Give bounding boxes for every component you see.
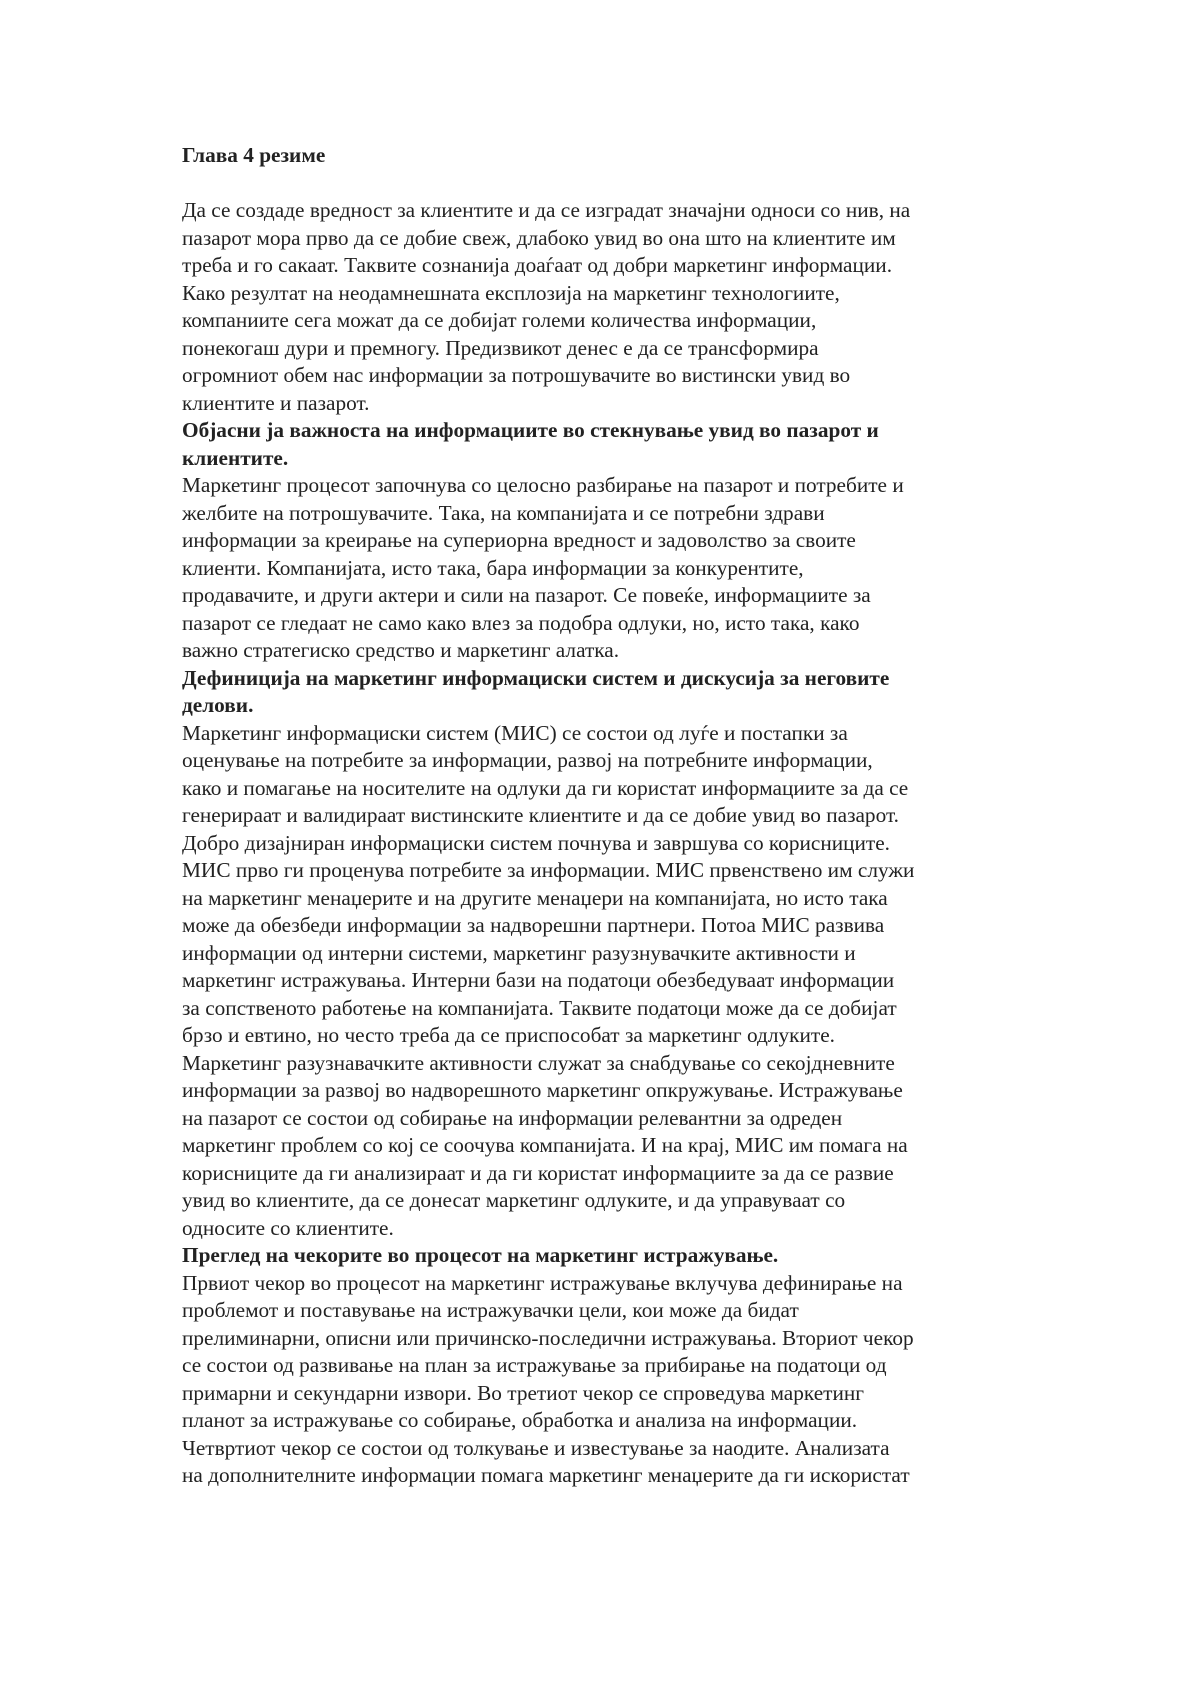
text-line: клиенти. Компанијата, исто така, бара информации за конкурентите, bbox=[182, 555, 804, 580]
heading-information-importance bbox=[182, 417, 1030, 472]
text-line: информации од интерни системи, маркетинг разузнувачките активности и bbox=[182, 940, 856, 965]
text-line: Маркетинг информациски систем (МИС) се состои од луѓе и постапки за bbox=[182, 720, 848, 745]
heading-line: Објасни ја важноста на информациите во стекнување увид во пазарот и bbox=[182, 418, 879, 442]
text-line: корисниците да ги анализираат и да ги користат информациите за да се развие bbox=[182, 1160, 894, 1185]
text-line: примарни и секундарни извори. Во третиот чекор се спроведува маркетинг bbox=[182, 1380, 864, 1405]
text-line: проблемот и поставување на истражувачки цели, кои може да бидат bbox=[182, 1298, 799, 1322]
heading-line: Преглед на чекорите во процесот на маркетинг истражување. bbox=[182, 1243, 779, 1267]
text-line: МИС прво ги проценува потребите за информации. МИС првенствено им служи bbox=[182, 858, 915, 882]
text-line: клиентите и пазарот. bbox=[182, 390, 370, 415]
intro-paragraph bbox=[182, 197, 1030, 417]
text-line: може да обезбеди информации за надворешни партнери. Потоа МИС развива bbox=[182, 913, 885, 937]
text-line: пазарот се гледаат не само како влез за подобра одлуки, но, исто така, како bbox=[182, 610, 860, 635]
text-line: на дополнителните информации помага маркетинг менаџерите да ги искористат bbox=[182, 1463, 910, 1487]
text-line: важно стратегиско средство и маркетинг алатка. bbox=[182, 638, 620, 662]
text-line: се состои од развивање на план за истражување за прибирање на податоци од bbox=[182, 1353, 887, 1377]
text-line: како и помагање на носителите на одлуки да ги користат информациите за да се bbox=[182, 775, 909, 800]
text-line: понекогаш дури и премногу. Предизвикот денес е да се трансформира bbox=[182, 335, 819, 360]
text-line: увид во клиентите, да се донесат маркетинг одлуките, и да управуваат со bbox=[182, 1188, 846, 1212]
text-line: на пазарот се состои од собирање на информации релевантни за одреден bbox=[182, 1105, 843, 1130]
text-line: огромниот обем нас информации за потрошувачите во вистински увид во bbox=[182, 363, 851, 387]
text-line: компаниите сега можат да се добијат големи количества информации, bbox=[182, 308, 817, 332]
text-line: Четвртиот чекор се состои од толкување и известување за наодите. Анализата bbox=[182, 1435, 890, 1460]
text-line: односите со клиентите. bbox=[182, 1215, 394, 1240]
text-line: генерираат и валидираат вистинските клиентите и да се добие увид во пазарот. bbox=[182, 803, 899, 827]
paragraph-research-steps bbox=[182, 1270, 1030, 1490]
text-line: треба и го сакаат. Таквите сознанија доаѓаат од добри маркетинг информации. bbox=[182, 253, 893, 277]
heading-research-steps bbox=[182, 1242, 1030, 1270]
document-title: Глава 4 резиме bbox=[182, 143, 326, 167]
text-line: информации за развој во надворешното маркетинг опкружување. Истражување bbox=[182, 1078, 903, 1102]
text-line: за сопственото работење на компанијата. Таквите податоци може да се добијат bbox=[182, 995, 897, 1020]
heading-line: клиентите. bbox=[182, 445, 289, 470]
text-line: Маркетинг процесот започнува со целосно разбирање на пазарот и потребите и bbox=[182, 473, 904, 497]
text-line: продавачите, и други актери и сили на пазарот. Се повеќе, информациите за bbox=[182, 583, 871, 607]
paragraph-information-importance bbox=[182, 472, 1030, 665]
text-line: Добро дизајниран информациски систем почнува и завршува со корисниците. bbox=[182, 830, 890, 855]
heading-mis-definition bbox=[182, 665, 1030, 720]
text-line: брзо и евтино, но често треба да се приспособат за маркетинг одлуките. bbox=[182, 1023, 835, 1047]
heading-line: делови. bbox=[182, 693, 254, 717]
document-body bbox=[182, 197, 1030, 1490]
text-line: планот за истражување со собирање, обработка и анализа на информации. bbox=[182, 1408, 858, 1432]
heading-line: Дефиниција на маркетинг информациски систем и дискусија за неговите bbox=[182, 665, 890, 690]
text-line: маркетинг проблем со кој се соочува компанијата. И на крај, МИС им помага на bbox=[182, 1133, 908, 1157]
text-line: Како резултат на неодамнешната експлозија на маркетинг технологиите, bbox=[182, 280, 840, 305]
text-line: Првиот чекор во процесот на маркетинг истражување вклучува дефинирање на bbox=[182, 1270, 903, 1295]
text-line: оценување на потребите за информации, развој на потребните информации, bbox=[182, 748, 873, 772]
text-line: прелиминарни, описни или причинско-последични истражувања. Вториот чекор bbox=[182, 1325, 914, 1350]
text-line: Маркетинг разузнавачките активности служат за снабдување со секојдневните bbox=[182, 1050, 895, 1075]
document-page bbox=[182, 142, 1030, 1490]
paragraph-mis-definition bbox=[182, 720, 1030, 1243]
text-line: пазарот мора прво да се добие свеж, длабоко увид во она што на клиентите им bbox=[182, 225, 896, 250]
text-line: на маркетинг менаџерите и на другите менаџери на компанијата, но исто така bbox=[182, 885, 888, 910]
text-line: желбите на потрошувачите. Така, на компанијата и се потребни здрави bbox=[182, 500, 825, 525]
text-line: Да се создаде вредност за клиентите и да се изградат значајни односи со нив, на bbox=[182, 198, 911, 222]
text-line: информации за креирање на супериорна вредност и задоволство за своите bbox=[182, 528, 856, 552]
text-line: маркетинг истражувања. Интерни бази на податоци обезбедуваат информации bbox=[182, 968, 895, 992]
